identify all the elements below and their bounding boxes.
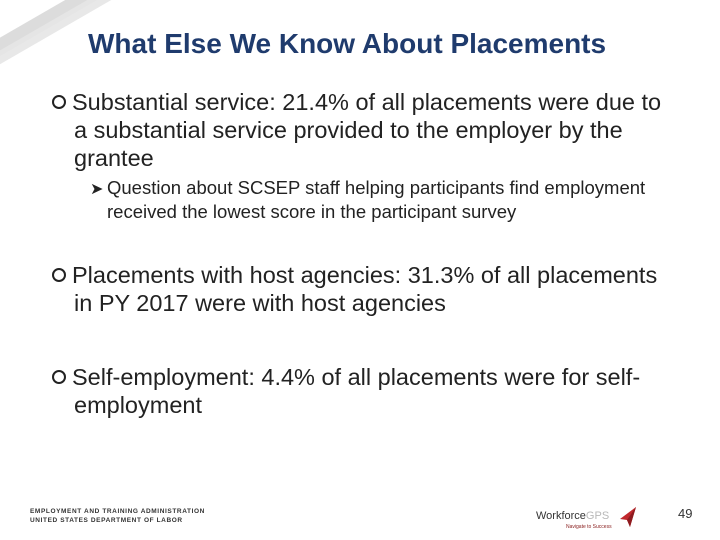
bullet-text: Substantial service: 21.4% of all placements were due to a substantial service provided to the employer by the grantee: [72, 89, 662, 171]
logo-gps: GPS: [585, 510, 610, 522]
arrow-bullet-icon: ➤: [90, 181, 104, 198]
agency-line-1: EMPLOYMENT AND TRAINING ADMINISTRATION: [30, 508, 205, 515]
hollow-circle-icon: [52, 370, 66, 384]
agency-line-2: UNITED STATES DEPARTMENT OF LABOR: [30, 517, 183, 524]
slide-title: What Else We Know About Placements: [88, 28, 607, 59]
gps-arrow-icon: [618, 505, 638, 529]
bullet-item: [52, 363, 674, 419]
bullet-item: [52, 88, 674, 172]
bullet-text: Placements with host agencies: 31.3% of all placements in PY 2017 were with host agencies: [72, 262, 658, 316]
page-number: 49: [678, 506, 693, 521]
sub-bullet-item: [90, 177, 667, 223]
bullet-item: [52, 261, 674, 317]
sub-bullet-text: Question about SCSEP staff helping participants find employment received the lowest score in the participant survey: [107, 177, 646, 222]
workforcegps-logo: [536, 510, 609, 522]
dol-agency-logo: [30, 507, 205, 525]
hollow-circle-icon: [52, 268, 66, 282]
logo-word: Workforce: [536, 510, 586, 522]
logo-tagline: Navigate to Success: [566, 524, 612, 530]
bullet-text: Self-employment: 4.4% of all placements were for self-employment: [72, 364, 641, 418]
hollow-circle-icon: [52, 95, 66, 109]
